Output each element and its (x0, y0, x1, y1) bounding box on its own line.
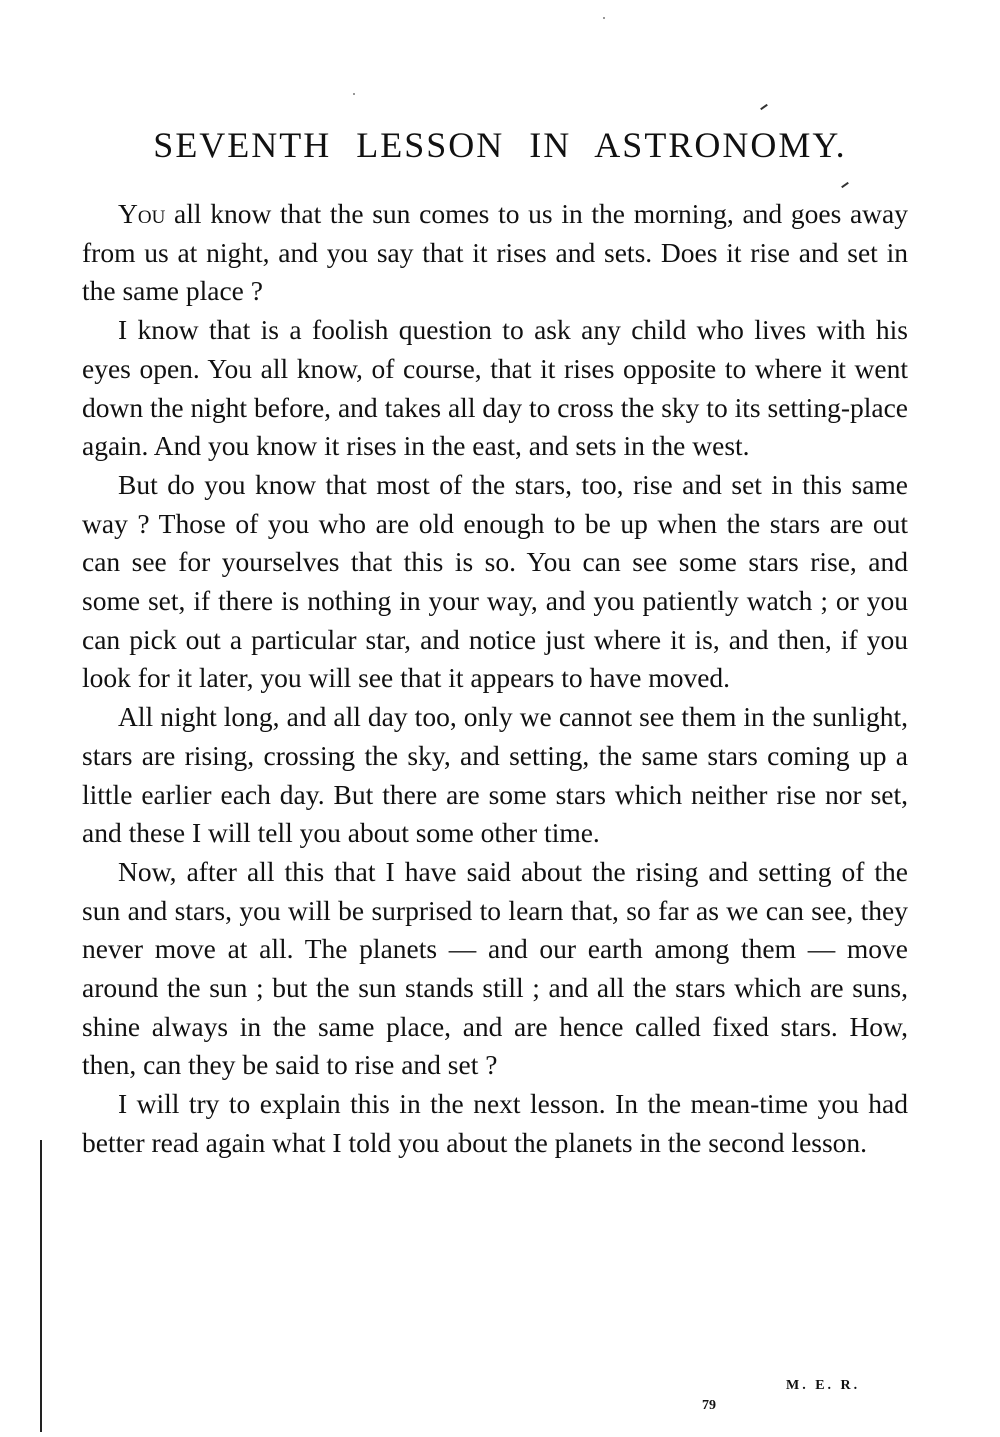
paragraph-6 (82, 1085, 908, 1162)
lesson-title: SEVENTH LESSON IN ASTRONOMY. (153, 125, 847, 165)
pencil-mark (841, 182, 849, 188)
paragraph-text: But do you know that most of the stars, too, rise and set in this same way ? Those of you who are old enough to be up when the stars are out can see for yourselves that this is so. You can see some stars rise, and some set, if there is nothing in your way, and you patiently watch ; or you can pick out a particular star, and notice just where it is, and then, if you look for it later, you will see that it appears to have moved. (82, 468, 908, 694)
paper-speck (353, 93, 355, 95)
paragraph-5 (82, 853, 908, 1085)
lesson-body (82, 195, 908, 1163)
author-signature: M. E. R. (786, 1378, 861, 1393)
paragraph-2 (82, 311, 908, 466)
small-caps-opening: You (118, 198, 166, 229)
paragraph-text: Now, after all this that I have said about the rising and setting of the sun and stars, you will be surprised to learn that, so far as we can see, they never move at all. The planets — and our earth among them — move around the sun ; but the sun stands still ; and all the stars which are suns, shine always in the same place, and are hence called fixed stars. How, then, can they be said to rise and set ? (82, 855, 908, 1081)
paragraph-text: I know that is a foolish question to ask any child who lives with his eyes open. You all know, of course, that it rises opposite to where it went down the night before, and takes all day to cross the sky to its setting-place again. And you know it rises in the east, and sets in the west. (82, 314, 908, 462)
paragraph-text: All night long, and all day too, only we cannot see them in the sunlight, stars are rising, crossing the sky, and setting, the same stars coming up a little earlier each day. But there are some stars which neither rise nor set, and these I will tell you about some other time. (82, 701, 908, 849)
paragraph-text: all know that the sun comes to us in the morning, and goes away from us at night, and you say that it rises and sets. Does it rise and set in the same place ? (82, 198, 908, 307)
paragraph-1 (82, 195, 908, 311)
paper-speck (603, 17, 605, 19)
margin-rule-line (40, 1140, 42, 1432)
paragraph-text: I will try to explain this in the next lesson. In the mean-time you had better read again what I told you about the planets in the second lesson. (82, 1088, 908, 1158)
pencil-mark (760, 104, 768, 110)
page-number: 79 (702, 1398, 716, 1413)
paragraph-4 (82, 698, 908, 853)
paragraph-3 (82, 466, 908, 698)
